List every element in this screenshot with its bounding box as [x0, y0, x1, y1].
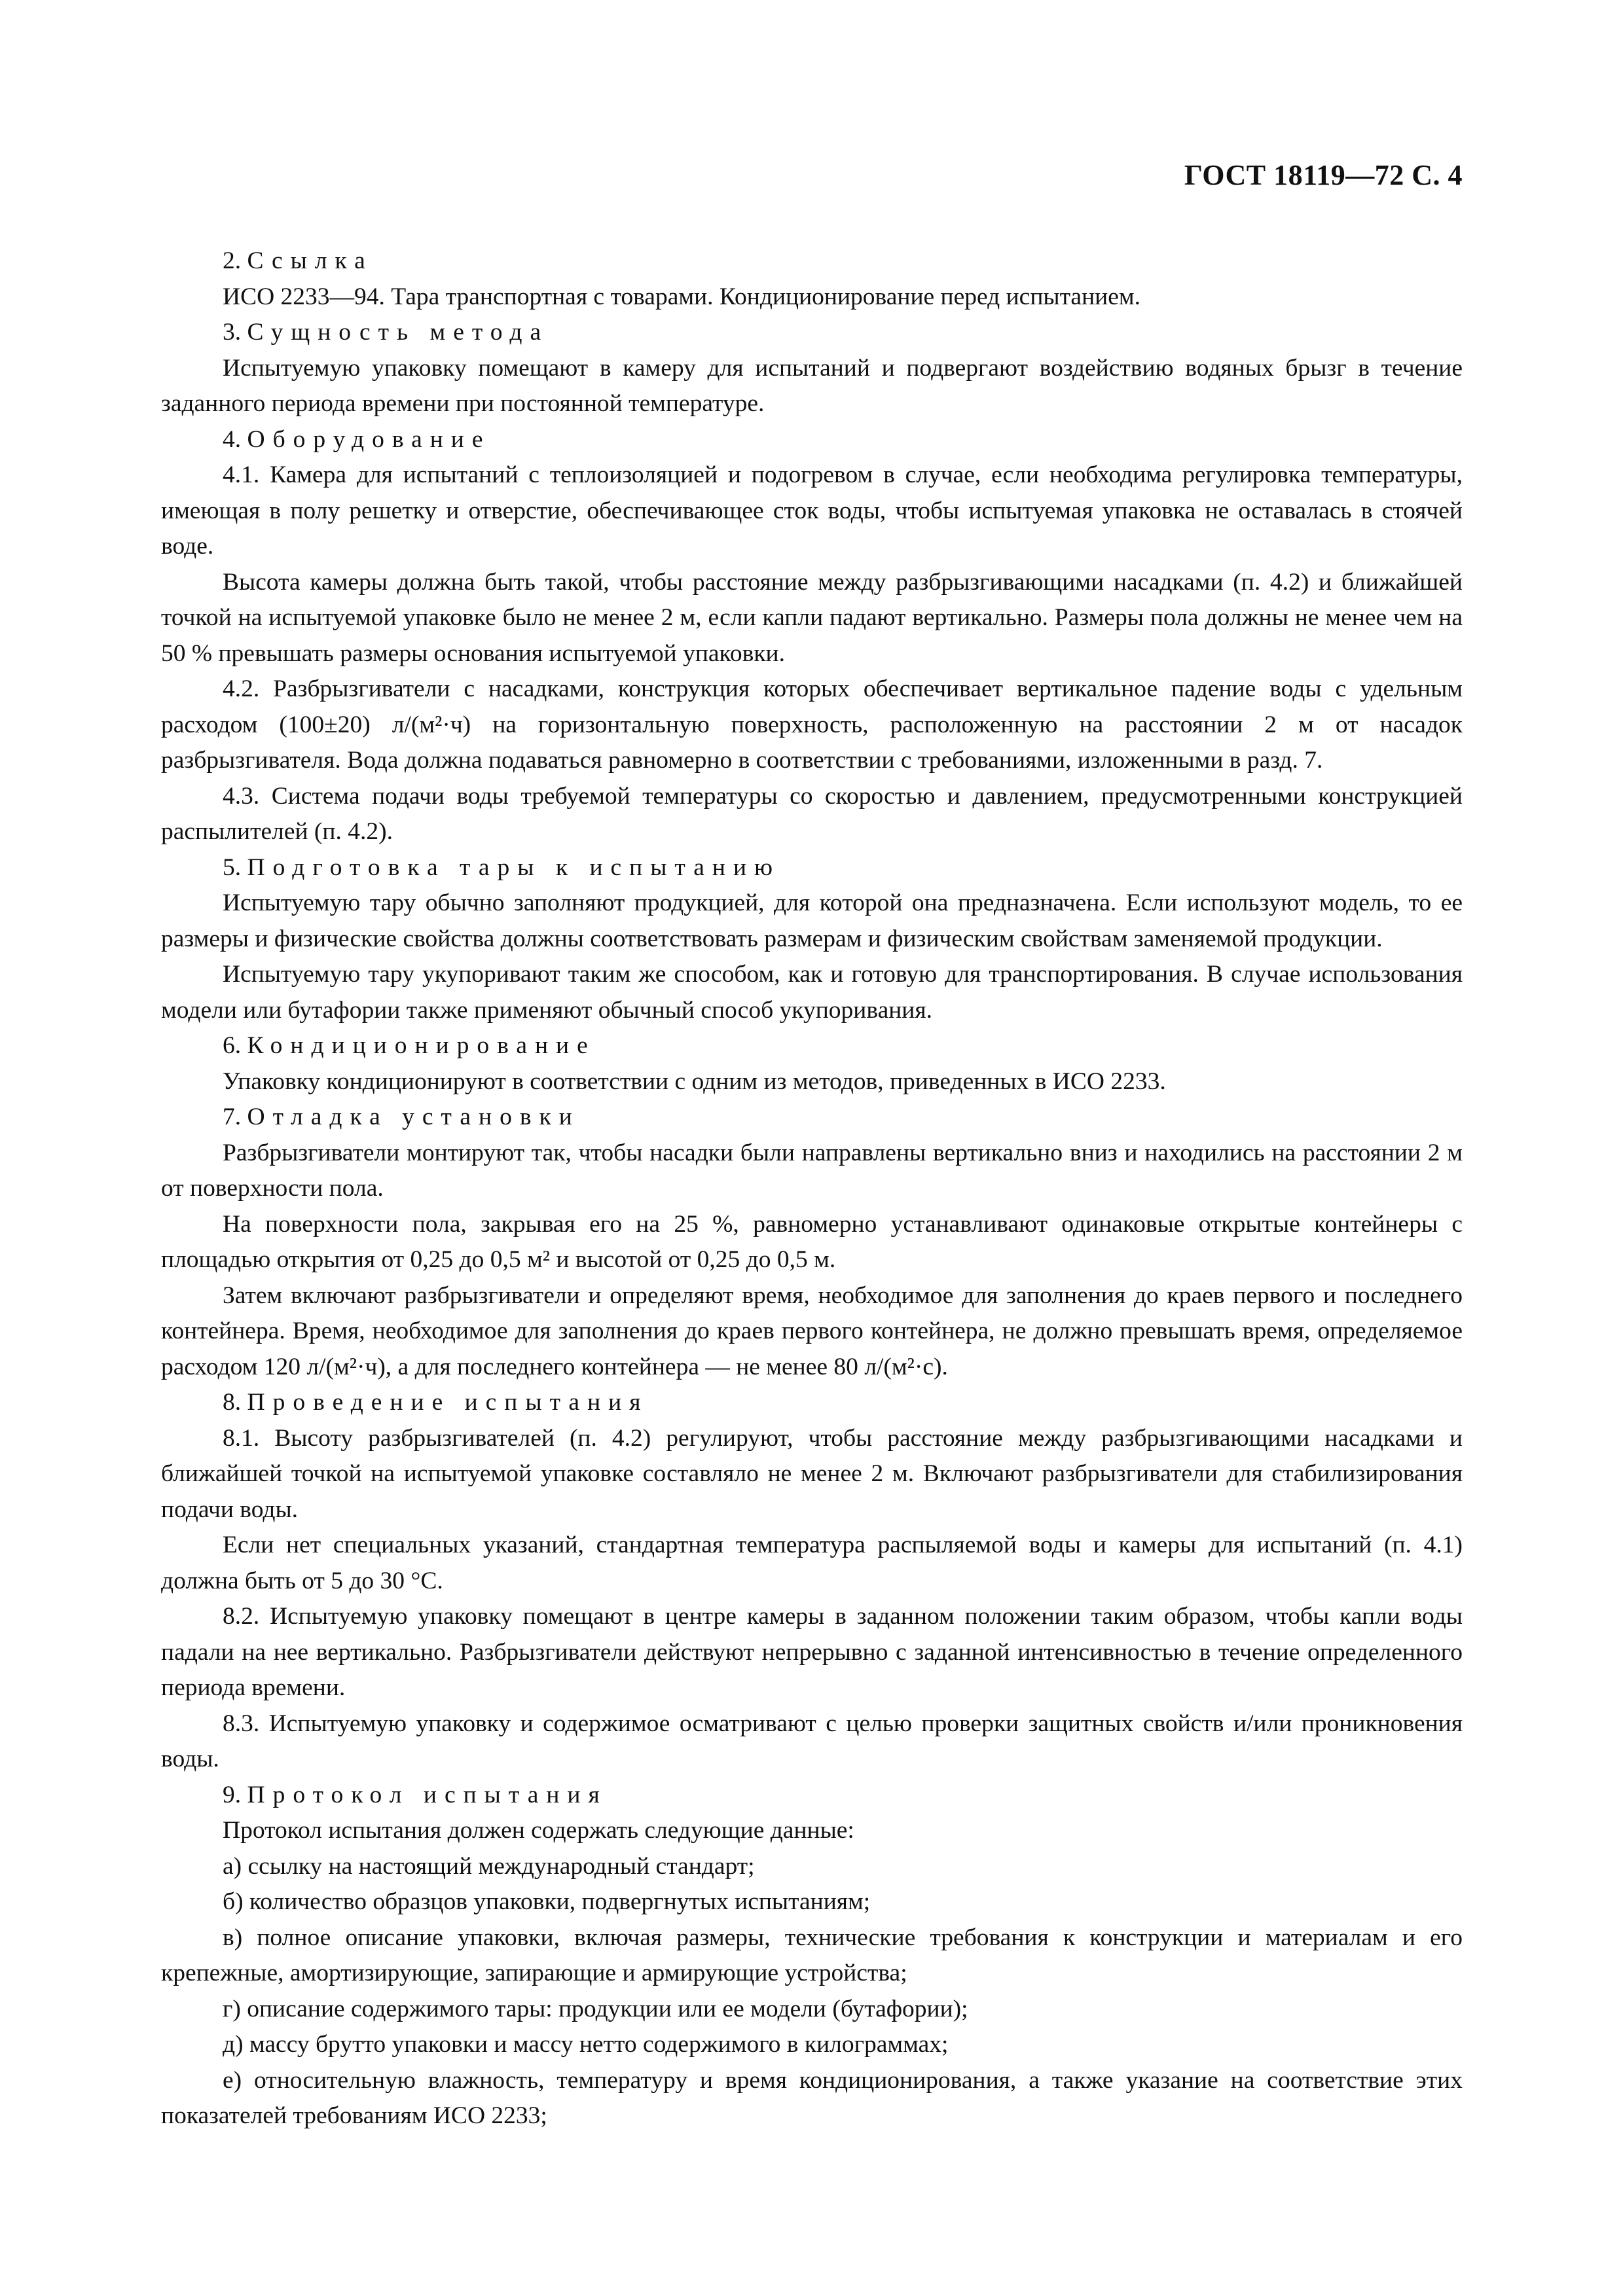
- section-number: 2.: [223, 247, 242, 274]
- section-heading: [161, 1028, 1463, 1064]
- section-title: Оборудование: [247, 425, 491, 453]
- paragraph: ИСО 2233—94. Тара транспортная с товарами. Кондиционирование перед испытанием.: [223, 283, 1140, 310]
- section-number: 4.: [223, 425, 242, 453]
- section-title: Ссылка: [247, 247, 373, 274]
- paragraph: Если нет специальных указаний, стандартная температура распыляемой воды и камеры для испытаний (п. 4.1) должна быть от 5 до 30 °С.: [161, 1532, 1463, 1594]
- paragraph: Протокол испытания должен содержать следующие данные:: [223, 1817, 854, 1844]
- section-number: 7.: [223, 1103, 242, 1130]
- paragraph: Испытуемую упаковку помещают в камеру для испытаний и подвергают воздействию водяных брызг в течение заданного периода времени при постоянной температуре.: [161, 354, 1463, 417]
- section-heading: [161, 243, 1463, 279]
- section-number: 6.: [223, 1032, 242, 1059]
- section-heading: [161, 850, 1463, 886]
- section-title: Сущность метода: [247, 319, 549, 346]
- paragraph: в) полное описание упаковки, включая размеры, технические требования к конструкции и материалам и его крепежные, амортизирующие, запирающие и армирующие устройства;: [161, 1924, 1463, 1986]
- section-title: Кондиционирование: [247, 1032, 596, 1059]
- section-heading: [161, 1100, 1463, 1136]
- paragraph: Испытуемую тару укупоривают таким же способом, как и готовую для транспортирования. В случае использования модели или бутафории также применяют обычный способ укупоривания.: [161, 961, 1463, 1024]
- section-title: Подготовка тары к испытанию: [247, 853, 781, 881]
- paragraph: д) массу брутто упаковки и массу нетто содержимого в килограммах;: [223, 2031, 949, 2058]
- section-heading: [161, 315, 1463, 351]
- paragraph: е) относительную влажность, температуру и время кондиционирования, а также указание на соответствие этих показателей требованиям ИСО 2233;: [161, 2066, 1463, 2129]
- paragraph: Разбрызгиватели монтируют так, чтобы насадки были направлены вертикально вниз и находились на расстоянии 2 м от поверхности пола.: [161, 1139, 1463, 1202]
- section-number: 5.: [223, 853, 242, 881]
- paragraph: 4.2. Разбрызгиватели с насадками, конструкция которых обеспечивает вертикальное падение воды с удельным расходом (100±20) л/(м²·ч) на горизонтальную поверхность, расположенную на расстоянии 2 м от насадок разбрызгивателя. Вода должна подаваться равномерно в соответствии с требованиями, изложенными в разд. 7.: [161, 675, 1463, 774]
- paragraph: б) количество образцов упаковки, подвергнутых испытаниям;: [223, 1888, 871, 1915]
- paragraph: На поверхности пола, закрывая его на 25 %, равномерно устанавливают одинаковые открытые контейнеры с площадью открытия от 0,25 до 0,5 м² и высотой от 0,25 до 0,5 м.: [161, 1210, 1463, 1273]
- paragraph: а) ссылку на настоящий международный стандарт;: [223, 1852, 755, 1880]
- page-header: ГОСТ 18119—72 С. 4: [1184, 159, 1463, 191]
- paragraph: г) описание содержимого тары: продукции или ее модели (бутафории);: [223, 1995, 968, 2022]
- section-number: 8.: [223, 1389, 242, 1416]
- section-heading: [161, 1385, 1463, 1421]
- paragraph: Упаковку кондиционируют в соответствии с одним из методов, приведенных в ИСО 2233.: [223, 1067, 1166, 1095]
- paragraph: 8.1. Высоту разбрызгивателей (п. 4.2) регулируют, чтобы расстояние между разбрызгивающими насадками и ближайшей точкой на испытуемой упаковке составляло не менее 2 м. Включают разбрызгиватели для стабилизирования подачи воды.: [161, 1424, 1463, 1523]
- section-number: 3.: [223, 319, 242, 346]
- paragraph: 8.2. Испытуемую упаковку помещают в центре камеры в заданном положении таким образом, чтобы капли воды падали на нее вертикально. Разбрызгиватели действуют непрерывно с заданной интенсивностью в течение определенного периода времени.: [161, 1603, 1463, 1701]
- section-title: Отладка установки: [247, 1103, 580, 1130]
- paragraph: Высота камеры должна быть такой, чтобы расстояние между разбрызгивающими насадками (п. 4.2) и ближайшей точкой на испытуемой упаковке было не менее 2 м, если капли падают вертикально. Размеры пола должны не менее чем на 50 % превышать размеры основания испытуемой упаковки.: [161, 568, 1463, 667]
- paragraph: Затем включают разбрызгиватели и определяют время, необходимое для заполнения до краев первого и последнего контейнера. Время, необходимое для заполнения до краев первого контейнера, не должно превышать время, определяемое расходом 120 л/(м²·ч), а для последнего контейнера — не менее 80 л/(м²·с).: [161, 1282, 1463, 1380]
- paragraph: 4.3. Система подачи воды требуемой температуры со скоростью и давлением, предусмотренными конструкцией распылителей (п. 4.2).: [161, 782, 1463, 845]
- paragraph: 4.1. Камера для испытаний с теплоизоляцией и подогревом в случае, если необходима регулировка температуры, имеющая в полу решетку и отверстие, обеспечивающее сток воды, чтобы испытуемая упаковка не оставалась в стоячей воде.: [161, 461, 1463, 560]
- section-title: Протокол испытания: [247, 1781, 608, 1808]
- section-number: 9.: [223, 1781, 242, 1808]
- document-body: [161, 243, 1463, 2134]
- paragraph: Испытуемую тару обычно заполняют продукцией, для которой она предназначена. Если используют модель, то ее размеры и физические свойства должны соответствовать размерам и физическим свойствам заменяемой продукции.: [161, 889, 1463, 952]
- paragraph: 8.3. Испытуемую упаковку и содержимое осматривают с целью проверки защитных свойств и/или проникновения воды.: [161, 1710, 1463, 1772]
- section-heading: [161, 422, 1463, 458]
- section-title: Проведение испытания: [247, 1389, 649, 1416]
- section-heading: [161, 1778, 1463, 1814]
